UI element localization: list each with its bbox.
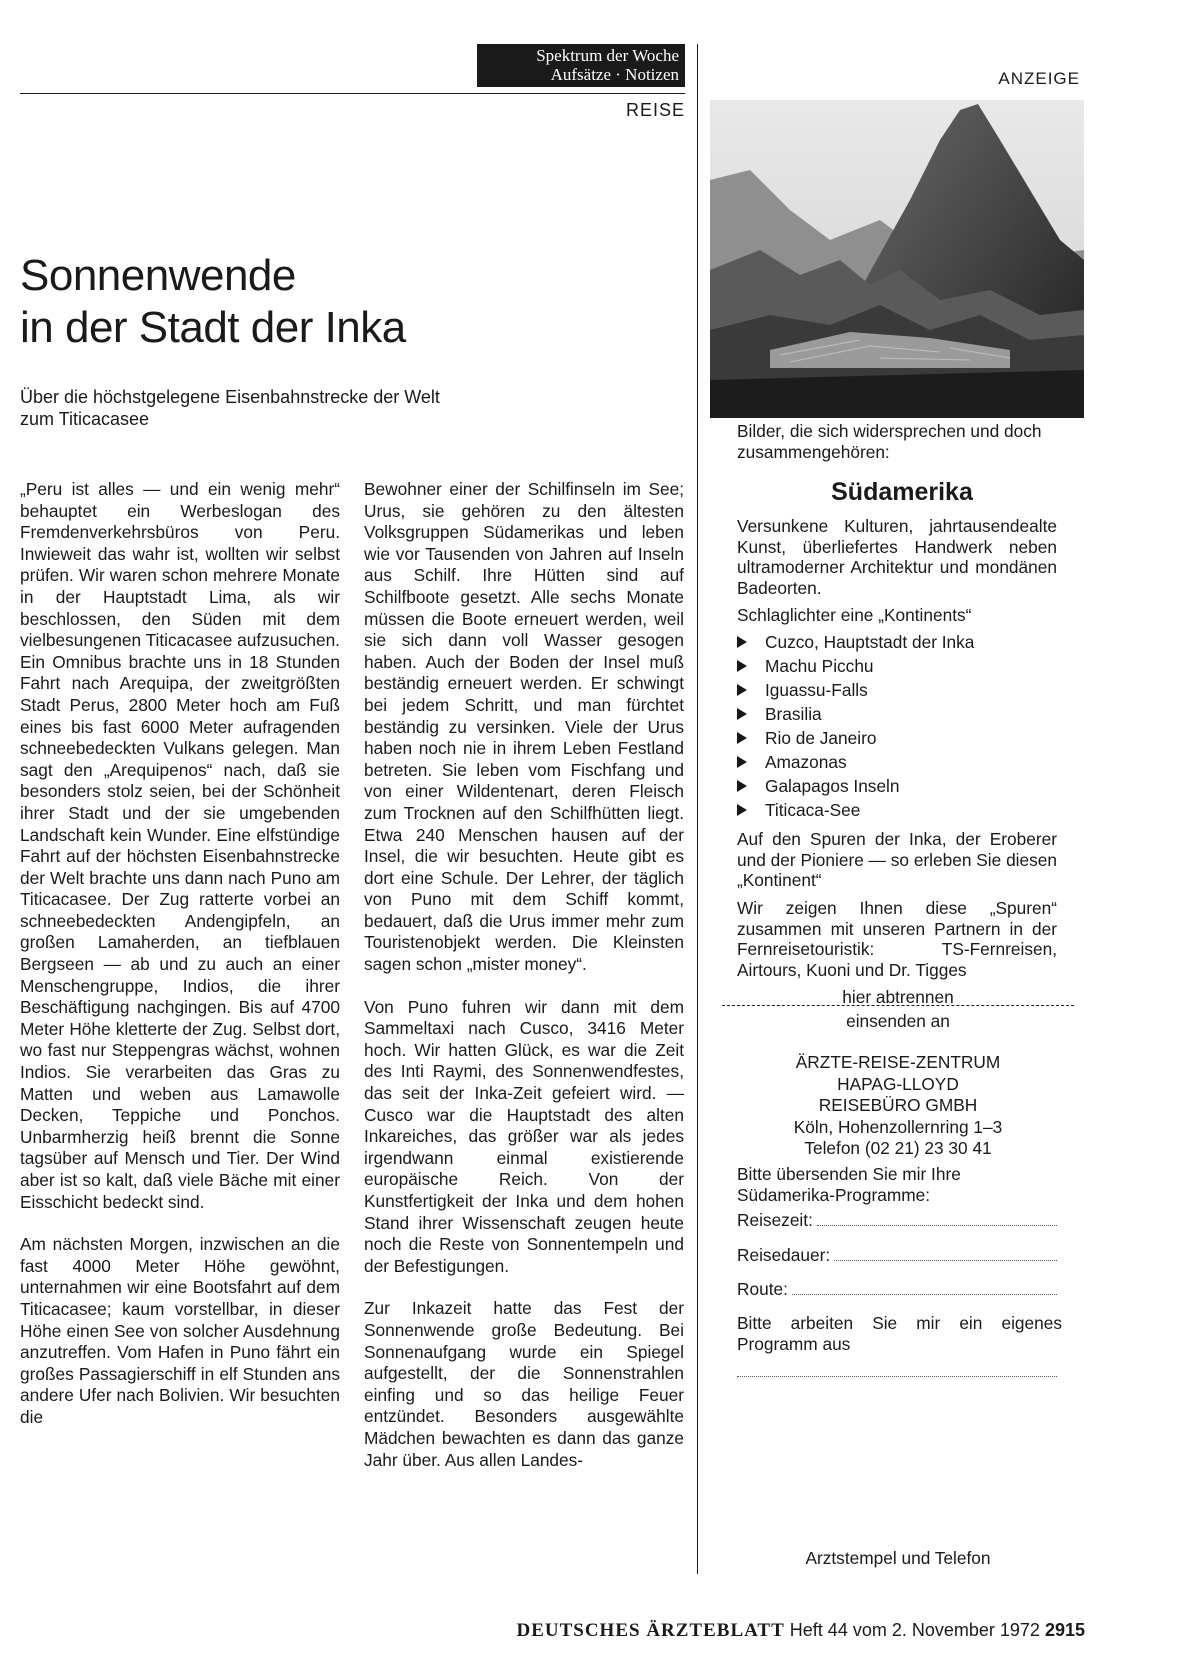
- list-item-label: Iguassu-Falls: [765, 680, 868, 700]
- article-column-1: [20, 479, 340, 1450]
- article-paragraph: Bewohner einer der Schilfinseln im See; Urus, sie gehören zu den ältesten Volksgruppen Südamerikas und leben wie vor Tausenden von Jahren auf Inseln aus Schilf. Ihre Hütten sind auf Schilfboote gesetzt. Alle sechs Monate müssen die Boote erneuert werden, weil sie sich dann voll Wasser gesogen haben. Auch der Boden der Insel muß beständig erneuert werden. Er schwingt bei jedem Schritt, und man fürchtet beständig zu versinken. Viele der Urus haben noch nie in ihrem Leben Festland betreten. Sie leben vom Fischfang und von einer Wildentenart, deren Fleisch zum Trocknen auf den Schilfhütten liegt. Etwa 240 Menschen hausen auf der Insel, die wir besuchten. Heute gibt es dort eine Schule. Der Lehrer, der täglich von Puno mit dem Schiff kommt, bedauert, daß die Urus immer mehr zum Touristenobjekt werden. Die Kleinsten sagen schon „mister money“.: [364, 479, 684, 975]
- list-item-label: Brasilia: [765, 704, 822, 724]
- reisedauer-field[interactable]: [737, 1245, 1057, 1266]
- header-rule: [20, 93, 685, 94]
- route-label: Route:: [737, 1279, 788, 1299]
- address-line: Köln, Hohenzollernring 1–3: [793, 1116, 1003, 1137]
- address-line: Telefon (02 21) 23 30 41: [804, 1138, 992, 1158]
- address-line: ÄRZTE-REISE-ZENTRUM: [795, 1052, 1001, 1072]
- ad-intro: Bilder, die sich widersprechen und doch zusammengehören:: [737, 421, 1042, 462]
- route-field[interactable]: [737, 1279, 1057, 1300]
- list-item-label: Cuzco, Hauptstadt der Inka: [765, 632, 975, 652]
- reisedauer-input-line[interactable]: [834, 1246, 1057, 1261]
- article-paragraph: Am nächsten Morgen, inzwischen an die fast 4000 Meter Höhe gewöhnt, unternahmen wir eine Bootsfahrt auf dem Titicacasee; kaum vorstellbar, in dieser Höhe einen See von solcher Ausdehnung anzutreffen. Vom Hafen in Puno fährt ein großes Passagierschiff in elf Stunden ans andere Ufer nach Bolivien. Wir besuchten die: [20, 1234, 340, 1427]
- list-item: [737, 630, 1067, 654]
- article-paragraph: Von Puno fuhren wir dann mit dem Sammeltaxi nach Cusco, 3416 Meter hoch. Wir hatten Glück, es war die Zeit des Inti Raymi, des Sonnenwendfestes, das seit der Inka-Zeit gefeiert wird. — Cusco war die Hauptstadt des alten Inkareiches, das größer war als jedes irgendwann einmal existierende europäische Reich. Von der Kunstfertigkeit der Inka und dem hohen Stand ihrer Wissenschaft zeugen heute noch die Reste von Sonnentempeln und der Befestigungen.: [364, 996, 684, 1276]
- article-title-line2: in der Stadt der Inka: [20, 303, 406, 352]
- article-title: [20, 250, 680, 354]
- issue-info: Heft 44 vom 2. November 1972: [789, 1620, 1040, 1640]
- reisedauer-label: Reisedauer:: [737, 1245, 831, 1265]
- section-tag: [477, 44, 685, 87]
- reisezeit-field[interactable]: [737, 1210, 1057, 1231]
- list-item: [737, 702, 1067, 726]
- route-input-line[interactable]: [792, 1280, 1057, 1295]
- article-paragraph: Zur Inkazeit hatte das Fest der Sonnenwende große Bedeutung. Bei Sonnenaufgang wurde ein Spiegel aufgestellt, der die Sonnenstrahlen einfing und so das heilige Feuer entzündet. Besonders ausgewählte Mädchen bewachten es dann das ganze Jahr über. Aus allen Landes-: [364, 1298, 684, 1470]
- custom-program-input-line[interactable]: [737, 1376, 1057, 1377]
- list-item-label: Amazonas: [765, 752, 847, 772]
- send-label: einsenden an: [846, 1011, 950, 1031]
- list-item: [737, 726, 1067, 750]
- triangle-bullet-icon: [737, 636, 747, 648]
- article-subtitle: [20, 386, 580, 430]
- list-item: [737, 798, 1067, 822]
- section-tag-line1: Spektrum der Woche: [536, 46, 679, 65]
- article-title-line1: Sonnenwende: [20, 251, 296, 300]
- address-block: [722, 1052, 1074, 1160]
- triangle-bullet-icon: [737, 732, 747, 744]
- ad-trail-text: Auf den Spuren der Inka, der Eroberer und der Pioniere — so erleben Sie diesen „Kontinent“: [737, 829, 1057, 890]
- triangle-bullet-icon: [737, 708, 747, 720]
- triangle-bullet-icon: [737, 684, 747, 696]
- article-paragraph: „Peru ist alles — und ein wenig mehr“ behauptet ein Werbeslogan des Fremdenverkehrsbüros von Peru. Inwieweit das wahr ist, wollten wir selbst prüfen. Wir waren schon mehrere Monate in der Hauptstadt Lima, als wir beschlossen, den Süden mit dem vielbesungenen Titicacasee aufzusuchen. Ein Omnibus brachte uns in 18 Stunden Fahrt nach Arequipa, der zweitgrößten Stadt Perus, 2800 Meter hoch am Fuß eines bis fast 6000 Meter aufragenden schneebedeckten Vulkans gelegen. Man sagt den „Arequipenos“ nach, daß sie besonders stolz seien, bei der Schönheit ihrer Stadt und der sie umgebenden Landschaft kein Wunder. Eine elfstündige Fahrt auf der höchsten Eisenbahnstrecke der Welt brachte uns dann nach Puno am Titicacasee. Der Zug ratterte vorbei an schneebedeckten Andengipfeln, an großen Lamaherden, an tiefblauen Bergseen — ab und zu auch an einer Menschengruppe, Indios, die ihrer Beschäftigung nachgingen. Bis auf 4700 Meter Höhe kletterte der Zug. Selbst dort, wo fast nur Steppengras wächst, wohnen Indios. Sie verarbeiten das Gras zu Matten und weben aus Lamawolle Decken, Teppiche und Ponchos. Unbarmherzig heiß brennt die Sonne tagsüber auf Mensch und Tier. Der Wind aber ist so kalt, daß viele Bäche mit einer Eisschicht bedeckt sind.: [20, 479, 340, 1212]
- reisezeit-input-line[interactable]: [817, 1211, 1057, 1226]
- list-item: [737, 750, 1067, 774]
- section-tag-line2: Aufsätze · Notizen: [550, 65, 679, 84]
- machu-picchu-photo: [710, 100, 1084, 418]
- triangle-bullet-icon: [737, 804, 747, 816]
- triangle-bullet-icon: [737, 780, 747, 792]
- page-number: 2915: [1044, 1620, 1085, 1640]
- page-footer: [428, 1620, 1085, 1642]
- custom-program-text: Bitte arbeiten Sie mir ein eigenes Programm aus: [737, 1313, 1062, 1354]
- address-line: REISEBÜRO GMBH: [818, 1095, 978, 1115]
- list-item-label: Rio de Janeiro: [765, 728, 877, 748]
- list-item-label: Galapagos Inseln: [765, 776, 900, 796]
- request-text: Bitte übersenden Sie mir Ihre Südamerika-Programme:: [737, 1164, 961, 1205]
- ad-highlights-title: Schlaglichter eine „Kontinents“: [737, 605, 972, 625]
- triangle-bullet-icon: [737, 756, 747, 768]
- list-item: [737, 678, 1067, 702]
- journal-name: DEUTSCHES ÄRZTEBLATT: [516, 1620, 785, 1641]
- ad-highlights-list: [737, 630, 1067, 822]
- list-item-label: Machu Picchu: [765, 656, 874, 676]
- category-label: REISE: [625, 100, 685, 120]
- article-subtitle-line1: Über die höchstgelegene Eisenbahnstrecke der Welt: [20, 387, 440, 407]
- address-line: HAPAG-LLOYD: [837, 1073, 959, 1094]
- list-item-label: Titicaca-See: [765, 800, 861, 820]
- article-column-2: [364, 479, 684, 1492]
- cut-label: hier abtrennen: [842, 987, 954, 1007]
- ad-title: Südamerika: [831, 478, 973, 506]
- column-divider: [697, 44, 698, 1574]
- ad-partners-text: Wir zeigen Ihnen diese „Spuren“ zusammen mit unseren Partnern in der Fernreisetouristik: TS-Fernreisen, Airtours, Kuoni und Dr. Tigges: [737, 898, 1057, 980]
- triangle-bullet-icon: [737, 660, 747, 672]
- ad-body: Versunkene Kulturen, jahrtausendealte Kunst, überliefertes Handwerk neben ultramoderner Architektur und mondänen Badeorten.: [737, 516, 1057, 598]
- article-subtitle-line2: zum Titicacasee: [20, 409, 150, 429]
- ad-label: ANZEIGE: [998, 69, 1080, 88]
- list-item: [737, 654, 1067, 678]
- list-item: [737, 774, 1067, 798]
- cut-line[interactable]: [722, 1005, 1074, 1006]
- reisezeit-label: Reisezeit:: [737, 1210, 813, 1230]
- stamp-label: Arztstempel und Telefon: [805, 1548, 991, 1568]
